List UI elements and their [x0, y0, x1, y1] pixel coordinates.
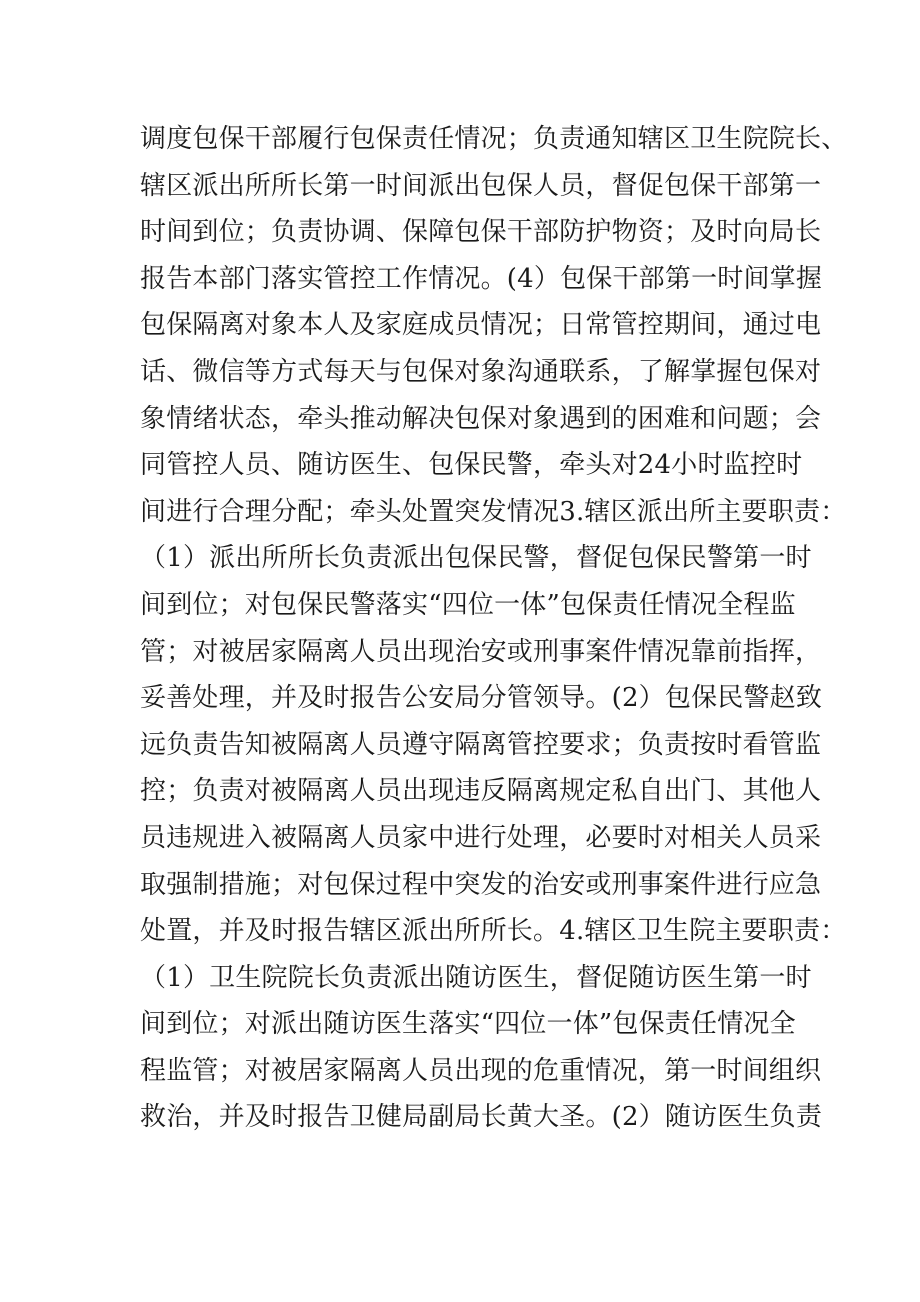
text-line: 控；负责对被隔离人员出现违反隔离规定私自出门、其他人 [140, 776, 822, 807]
text-line: 调度包保干部履行包保责任情况；负责通知辖区卫生院院长、 [140, 124, 848, 154]
text-line: 程监管；对被居家隔离人员出现的危重情况，第一时间组织 [140, 1055, 822, 1086]
text-line: 报告本部门落实管控工作情况。(4）包保干部第一时间掌握 [140, 263, 823, 294]
text-line: 员违规进入被隔离人员家中进行处理，必要时对相关人员采 [140, 822, 822, 853]
document-body [140, 116, 848, 1141]
text-line: 间进行合理分配；牵头处置突发情况3.辖区派出所主要职责： [140, 496, 847, 527]
text-line: 话、微信等方式每天与包保对象沟通联系，了解掌握包保对 [140, 356, 822, 387]
text-line: （1）卫生院院长负责派出随访医生，督促随访医生第一时 [140, 962, 812, 993]
text-line: 间到位；对派出随访医生落实“四位一体”包保责任情况全 [140, 1009, 796, 1040]
text-line: 象情绪状态，牵头推动解决包保对象遇到的困难和问题；会 [140, 403, 822, 434]
text-line: 时间到位；负责协调、保障包保干部防护物资；及时向局长 [140, 217, 822, 248]
text-line: 间到位；对包保民警落实“四位一体”包保责任情况全程监 [140, 589, 796, 620]
text-line: 远负责告知被隔离人员遵守隔离管控要求；负责按时看管监 [140, 729, 822, 760]
text-line: 救治，并及时报告卫健局副局长黄大圣。(2）随访医生负责 [140, 1102, 823, 1133]
text-line: （1）派出所所长负责派出包保民警，督促包保民警第一时 [140, 543, 812, 574]
text-line: 取强制措施；对包保过程中突发的治安或刑事案件进行应急 [140, 869, 822, 900]
text-line: 处置，并及时报告辖区派出所所长。4.辖区卫生院主要职责： [140, 916, 847, 947]
text-line: 辖区派出所所长第一时间派出包保人员，督促包保干部第一 [140, 170, 822, 201]
text-line: 妥善处理，并及时报告公安局分管领导。(2）包保民警赵致 [140, 683, 823, 714]
text-line: 管；对被居家隔离人员出现治安或刑事案件情况靠前指挥， [140, 636, 822, 667]
text-line: 同管控人员、随访医生、包保民警，牵头对24小时监控时 [140, 450, 803, 481]
text-line: 包保隔离对象本人及家庭成员情况；日常管控期间，通过电 [140, 310, 822, 341]
